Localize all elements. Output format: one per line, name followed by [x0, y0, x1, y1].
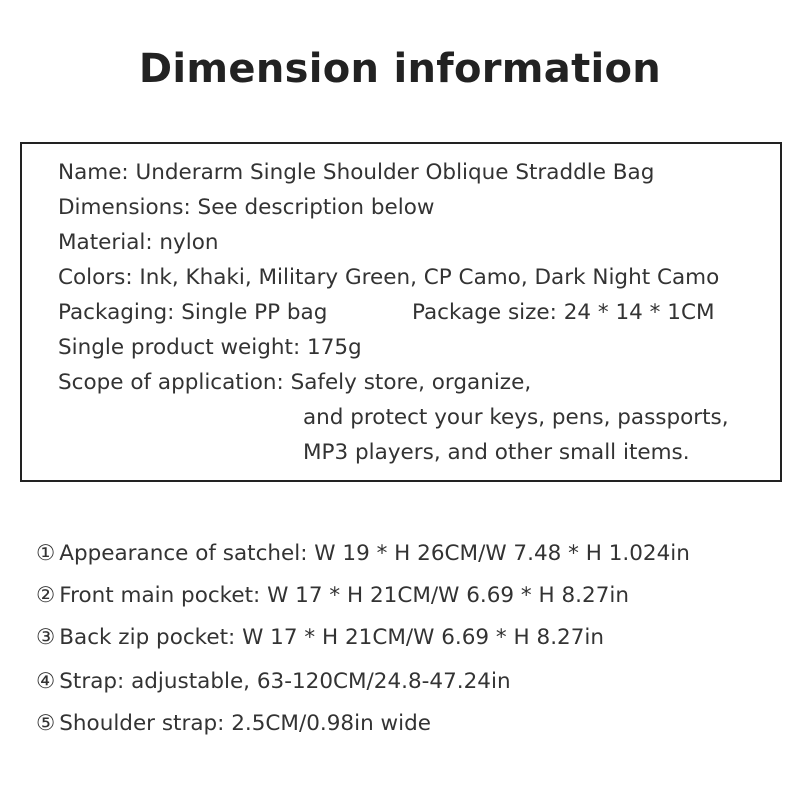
product-package-size: Package size: 24 * 14 * 1CM — [412, 300, 715, 325]
spec-item-appearance — [36, 543, 690, 565]
spec-item-back-pocket — [36, 627, 604, 649]
spec-number: ② — [36, 583, 56, 608]
product-packaging: Packaging: Single PP bag — [58, 300, 328, 325]
product-dimensions: Dimensions: See description below — [58, 195, 435, 220]
spec-text: Shoulder strap: 2.5CM/0.98in wide — [59, 711, 431, 736]
product-weight: Single product weight: 175g — [58, 335, 362, 360]
spec-number: ⑤ — [36, 711, 56, 736]
spec-text: Back zip pocket: W 17 * H 21CM/W 6.69 * H 8.27in — [59, 625, 604, 650]
spec-item-shoulder-strap — [36, 713, 431, 735]
spec-number: ① — [36, 541, 56, 566]
product-scope-line-3: MP3 players, and other small items. — [303, 440, 690, 465]
product-scope-line-1: Scope of application: Safely store, organize, — [58, 370, 532, 395]
spec-text: Appearance of satchel: W 19 * H 26CM/W 7.48 * H 1.024in — [59, 541, 690, 566]
spec-number: ③ — [36, 625, 56, 650]
spec-text: Front main pocket: W 17 * H 21CM/W 6.69 * H 8.27in — [59, 583, 629, 608]
spec-number: ④ — [36, 669, 56, 694]
product-info-box — [20, 142, 782, 482]
product-material: Material: nylon — [58, 230, 219, 255]
product-scope-line-2: and protect your keys, pens, passports, — [303, 405, 729, 430]
spec-item-front-pocket — [36, 585, 629, 607]
product-packaging-row — [58, 302, 758, 324]
product-name: Name: Underarm Single Shoulder Oblique Straddle Bag — [58, 160, 655, 185]
spec-item-strap — [36, 671, 511, 693]
page-title: Dimension information — [138, 46, 662, 92]
spec-text: Strap: adjustable, 63-120CM/24.8-47.24in — [59, 669, 511, 694]
product-colors: Colors: Ink, Khaki, Military Green, CP Camo, Dark Night Camo — [58, 265, 720, 290]
